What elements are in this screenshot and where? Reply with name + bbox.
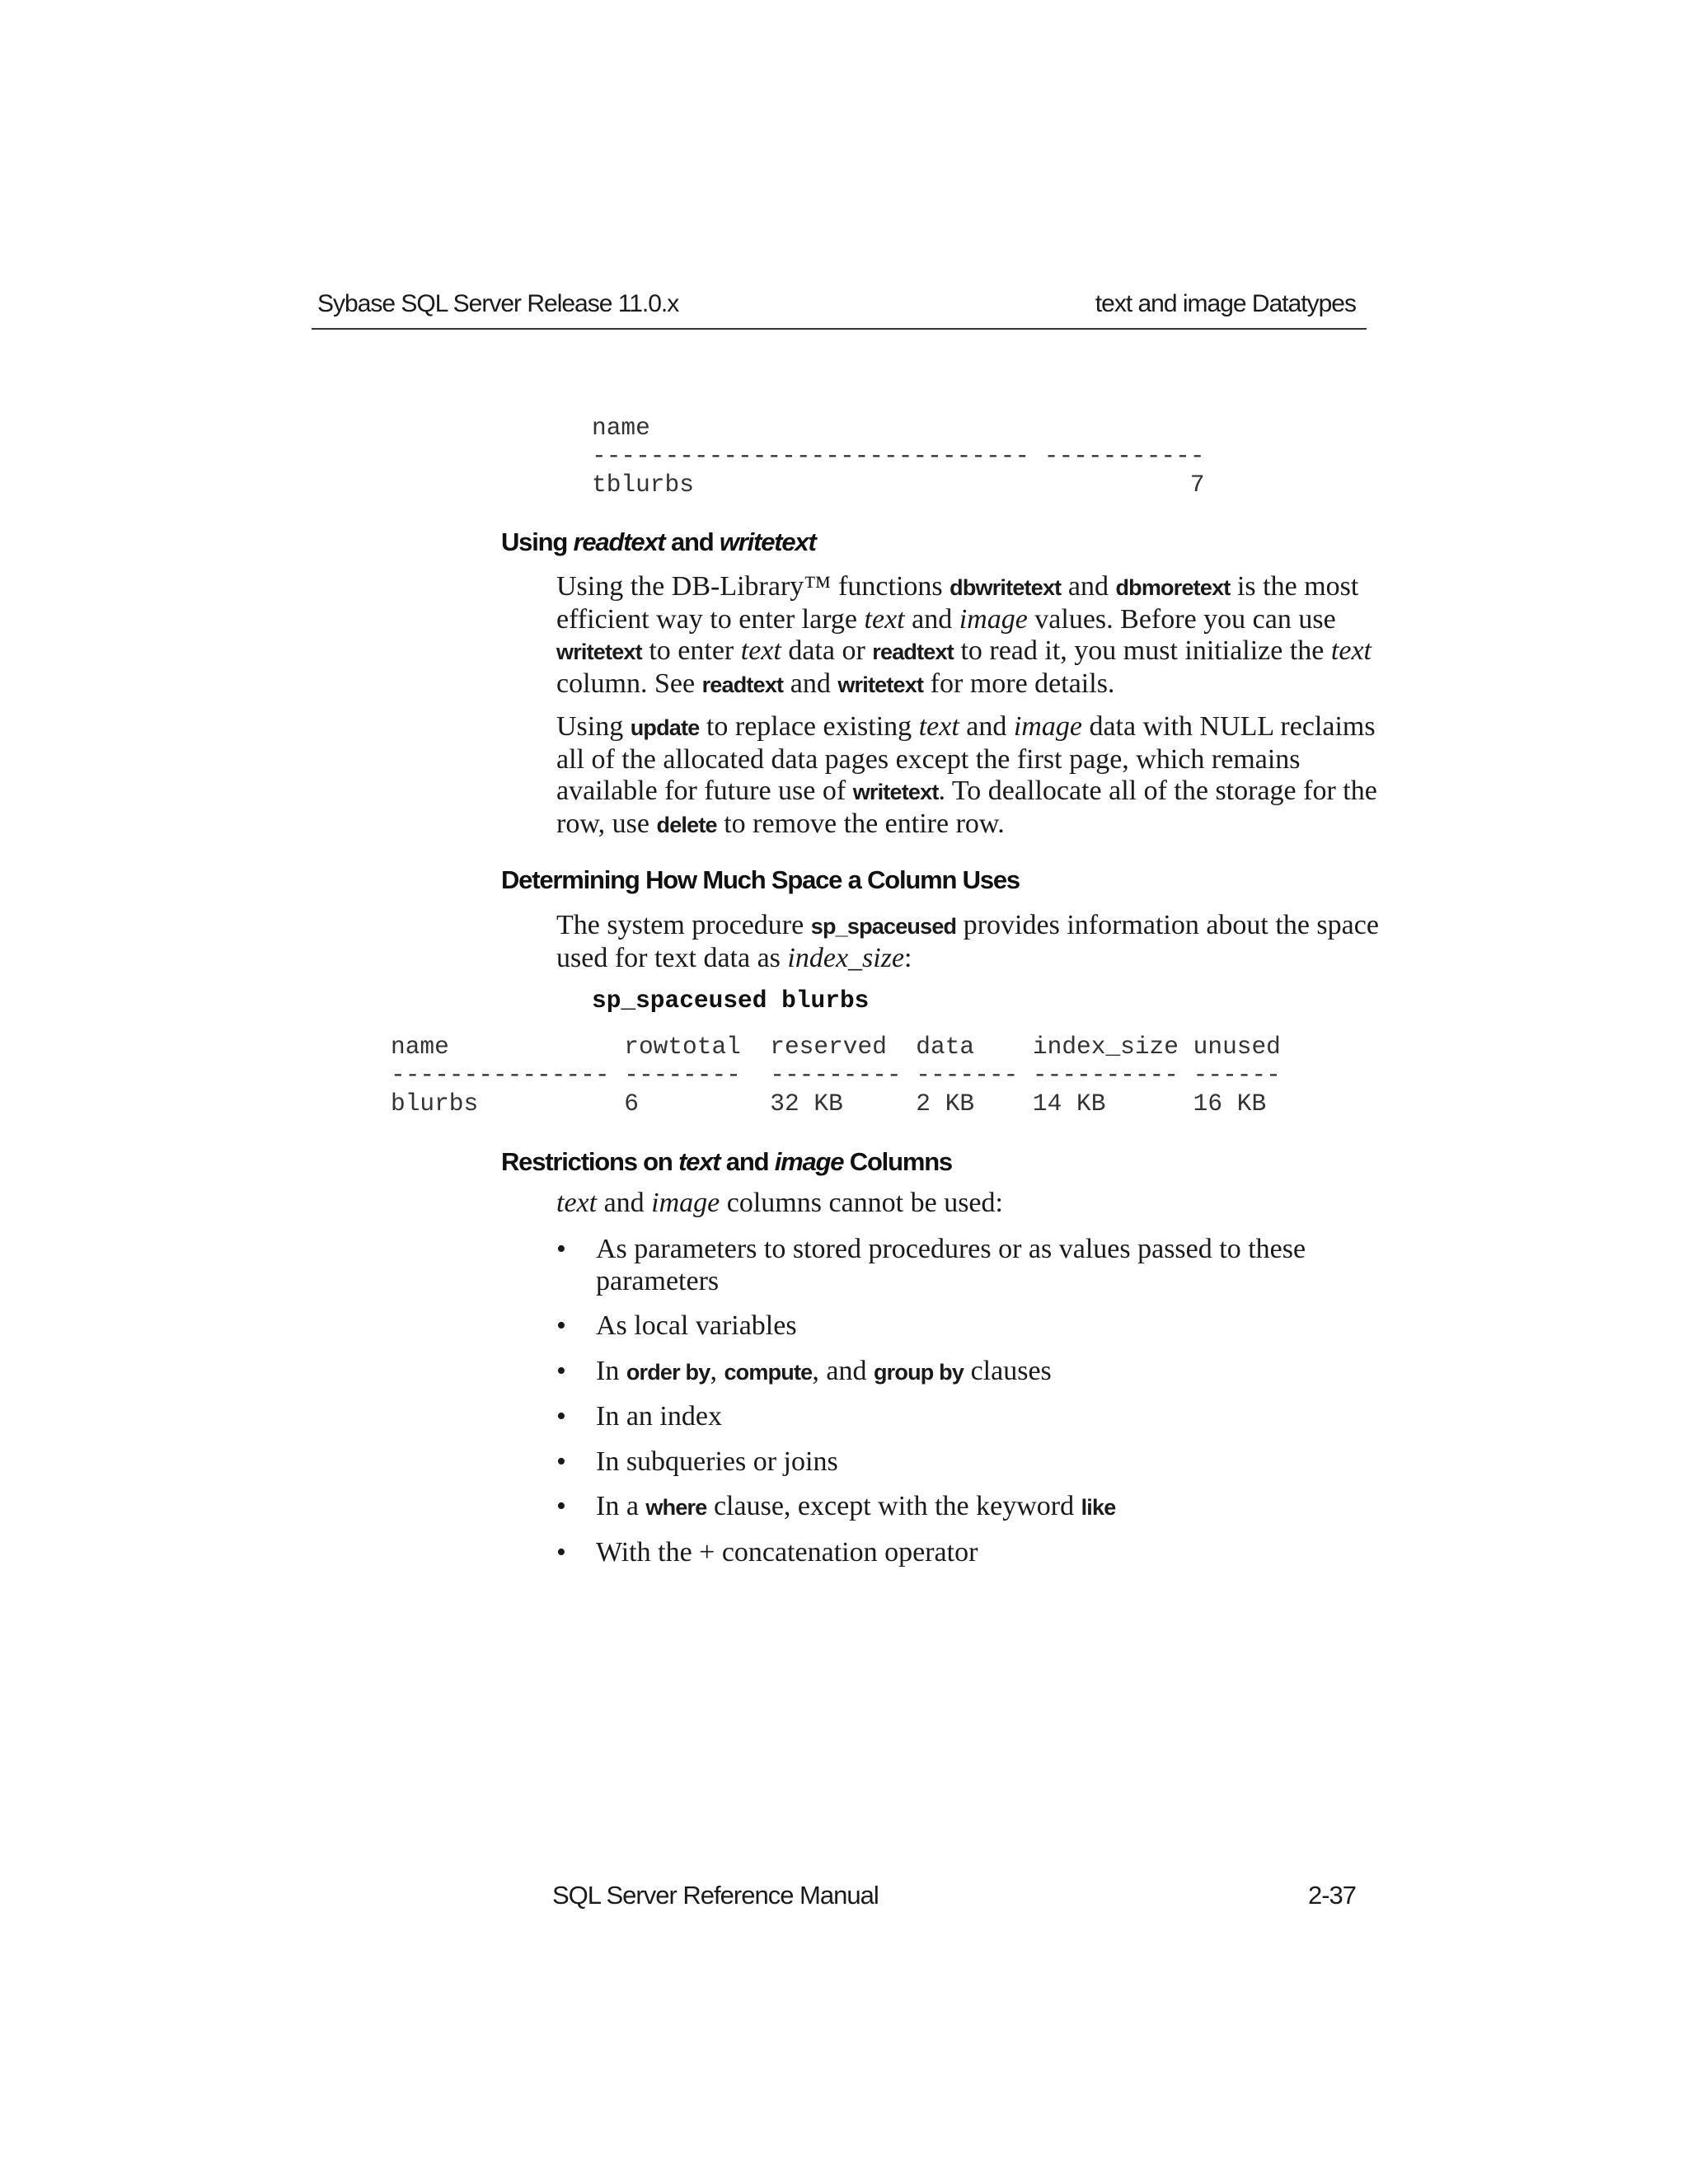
list-item: • In a where clause, except with the keyword like <box>556 1491 1116 1521</box>
output1-line3: tblurbs 7 <box>592 471 1205 499</box>
footer-manual-title: SQL Server Reference Manual <box>552 1881 879 1910</box>
heading-text: Using <box>501 527 574 556</box>
list-item: • As parameters to stored procedures or as values passed to these parameters <box>556 1234 1306 1296</box>
running-header-right: text and image Datatypes <box>1095 290 1356 317</box>
command-sp-spaceused: sp_spaceused blurbs <box>592 987 870 1015</box>
bullet-icon: • <box>556 1234 566 1264</box>
restrictions-list <box>556 1234 1381 1582</box>
heading-text: readtext <box>573 527 665 556</box>
bullet-icon: • <box>556 1491 566 1521</box>
bullet-icon: • <box>556 1355 566 1386</box>
heading-text: and <box>664 527 720 556</box>
bullet-icon: • <box>556 1310 566 1341</box>
list-item: • In order by, compute, and group by clauses <box>556 1355 1052 1386</box>
output1-line2: ------------------------------ ----------- <box>592 442 1205 470</box>
output2-line2: --------------- -------- --------- ------- ---------- ------ <box>391 1061 1281 1089</box>
bullet-icon: • <box>556 1401 566 1432</box>
section-heading-readtext-writetext <box>501 527 816 557</box>
heading-text: writetext <box>719 527 816 556</box>
bullet-icon: • <box>556 1446 566 1477</box>
paragraph-update-null: Using update to replace existing text and image data with NULL reclaims all of the allocated data pages except the first page, which remains available for future use of writetext. To deallocate all of the storage for the row, use delete to remove the entire row. <box>556 711 1377 839</box>
header-rule <box>312 328 1367 330</box>
bullet-icon: • <box>556 1536 566 1568</box>
heading-text: Columns <box>843 1147 952 1176</box>
heading-text: and <box>720 1147 775 1176</box>
heading-text: text <box>678 1147 720 1176</box>
paragraph-writetext-intro: Using the DB-Library™ functions dbwritetext and dbmoretext is the most efficient way to enter large text and image values. Before you can use writetext to enter text data or readtext to read it, you must initialize the text column. See readtext and writetext for more details. <box>556 571 1372 699</box>
footer-page-number: 2-37 <box>1307 1881 1356 1910</box>
heading-text: Restrictions on <box>501 1147 679 1176</box>
section-heading-space-used: Determining How Much Space a Column Uses <box>501 865 1020 894</box>
list-item: • In subqueries or joins <box>556 1446 838 1477</box>
running-header-left: Sybase SQL Server Release 11.0.x <box>317 290 679 317</box>
list-item: • With the + concatenation operator <box>556 1536 978 1568</box>
section-heading-restrictions <box>501 1147 952 1177</box>
paragraph-restrictions-intro: text and image columns cannot be used: <box>556 1188 1003 1218</box>
output2-line3: blurbs 6 32 KB 2 KB 14 KB 16 KB <box>391 1090 1267 1118</box>
list-item: • As local variables <box>556 1310 797 1341</box>
output2-line1: name rowtotal reserved data index_size unused <box>391 1033 1281 1061</box>
heading-text: image <box>774 1147 844 1176</box>
paragraph-sp-spaceused: The system procedure sp_spaceused provides information about the space used for text data as index_size: <box>556 910 1379 973</box>
output1-line1: name <box>592 414 650 442</box>
list-item: • In an index <box>556 1401 722 1432</box>
